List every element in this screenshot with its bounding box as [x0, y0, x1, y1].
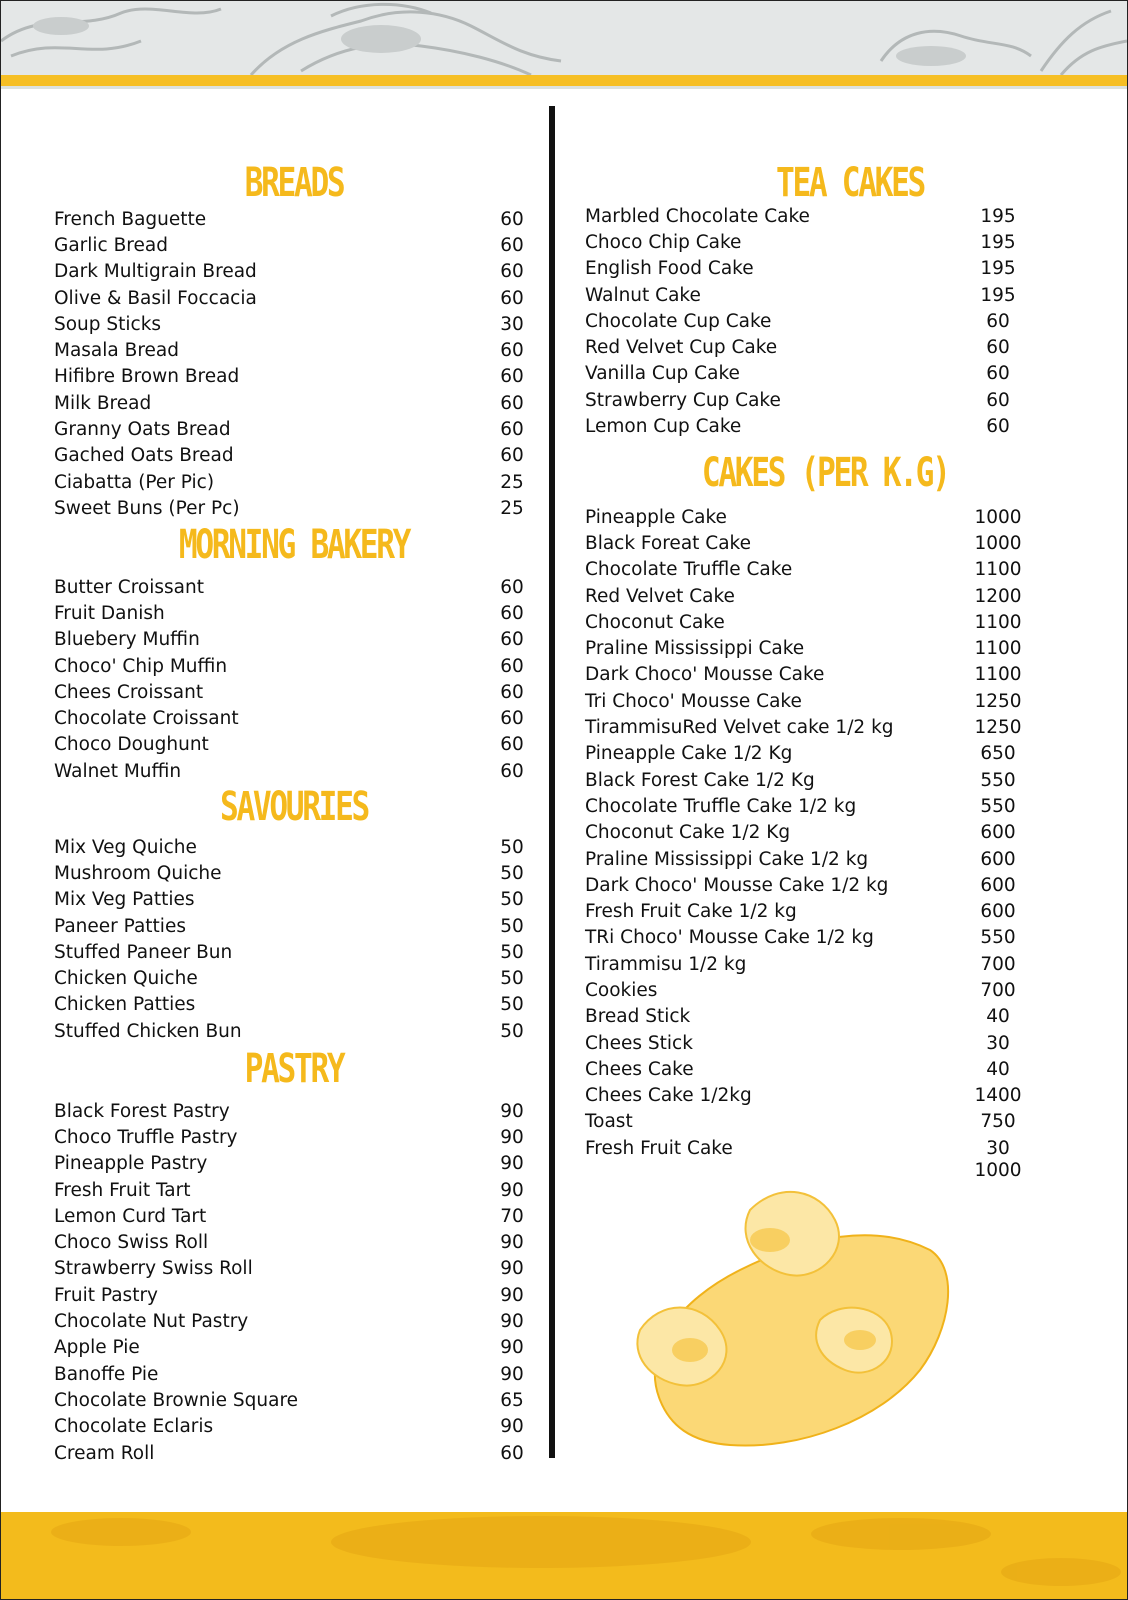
item-price: 700 — [980, 979, 1016, 1001]
tea-cakes-title: TEA CAKES — [775, 160, 925, 206]
item-name: Hifibre Brown Bread — [54, 366, 240, 388]
item-price: 50 — [500, 1020, 524, 1042]
item-name: Fruit Danish — [54, 602, 165, 624]
item-price: 195 — [980, 284, 1016, 306]
item-name: Marbled Chocolate Cake — [585, 205, 810, 227]
item-name: Toast — [585, 1111, 633, 1133]
column-divider — [549, 106, 555, 1458]
item-name: Cookies — [585, 979, 658, 1001]
menu-item — [54, 259, 542, 285]
footer-pattern — [1, 1512, 1127, 1599]
item-name: Chees Croissant — [54, 681, 204, 703]
menu-item — [54, 1203, 542, 1229]
menu-item — [585, 334, 1028, 360]
item-price: 60 — [500, 681, 524, 703]
item-price: 90 — [500, 1179, 524, 1201]
menu-item — [54, 1124, 542, 1150]
item-name: TRi Choco' Mousse Cake 1/2 kg — [585, 927, 874, 949]
item-name: Vanilla Cup Cake — [585, 363, 740, 385]
item-price: 90 — [500, 1363, 524, 1385]
menu-item — [585, 1004, 1028, 1030]
menu-item — [54, 416, 542, 442]
item-price: 90 — [500, 1284, 524, 1306]
morning-bakery-title: MORNING BAKERY — [178, 522, 410, 568]
menu-item — [54, 653, 542, 679]
item-price: 50 — [500, 836, 524, 858]
item-name: Banoffe Pie — [54, 1363, 159, 1385]
item-name: Pineapple Cake — [585, 506, 727, 528]
savouries-title: SAVOURIES — [219, 784, 369, 830]
menu-item — [54, 1229, 542, 1255]
item-price: 195 — [980, 231, 1016, 253]
item-name: Chees Cake 1/2kg — [585, 1085, 752, 1107]
menu-item — [54, 705, 542, 731]
item-name: Mix Veg Patties — [54, 889, 195, 911]
menu-item — [585, 387, 1028, 413]
item-price: 90 — [500, 1100, 524, 1122]
item-price: 600 — [980, 822, 1016, 844]
item-price: 195 — [980, 258, 1016, 280]
menu-item — [54, 913, 542, 939]
item-price: 60 — [500, 392, 524, 414]
menu-item — [54, 1387, 542, 1413]
item-name: Apple Pie — [54, 1337, 140, 1359]
item-name: Fresh Fruit Tart — [54, 1179, 191, 1201]
bakery-sketch-illustration — [1, 1, 1127, 75]
item-price: 50 — [500, 889, 524, 911]
item-price: 60 — [986, 310, 1010, 332]
item-price: 1400 — [974, 1085, 1022, 1107]
menu-item — [585, 820, 1028, 846]
item-name: Black Forest Pastry — [54, 1100, 230, 1122]
menu-item — [585, 635, 1028, 661]
menu-item — [54, 679, 542, 705]
item-price: 30 — [500, 313, 524, 335]
item-name: Choco Doughunt — [54, 734, 209, 756]
menu-item — [585, 361, 1028, 387]
item-name: Chocolate Eclaris — [54, 1416, 214, 1438]
menu-item — [585, 282, 1028, 308]
item-price: 60 — [500, 366, 524, 388]
menu-item — [54, 860, 542, 886]
item-price: 50 — [500, 994, 524, 1016]
item-price: 600 — [980, 848, 1016, 870]
item-price: 25 — [500, 497, 524, 519]
footer-illustration-band — [1, 1512, 1127, 1599]
item-price: 50 — [500, 862, 524, 884]
item-price: 60 — [500, 760, 524, 782]
item-name: Butter Croissant — [54, 576, 204, 598]
breads-list — [54, 206, 542, 522]
menu-item — [585, 951, 1028, 977]
item-name: Masala Bread — [54, 340, 179, 362]
item-price: 1100 — [974, 559, 1022, 581]
menu-item — [54, 443, 542, 469]
item-name: English Food Cake — [585, 258, 754, 280]
menu-item — [585, 741, 1028, 767]
menu-item — [585, 688, 1028, 714]
item-name: Ciabatta (Per Pic) — [54, 471, 215, 493]
item-price: 1000 — [974, 506, 1022, 528]
item-price: 60 — [500, 287, 524, 309]
menu-item — [54, 965, 542, 991]
item-name: Chocolate Croissant — [54, 708, 239, 730]
menu-item — [585, 1083, 1028, 1109]
cakes-title: CAKES (PER K.G) — [701, 450, 949, 496]
item-price: 65 — [500, 1389, 524, 1411]
item-name: Choconut Cake — [585, 611, 725, 633]
item-name: Fresh Fruit Cake — [585, 1137, 733, 1159]
item-name: Chocolate Nut Pastry — [54, 1311, 249, 1333]
item-name: TirammisuRed Velvet cake 1/2 kg — [585, 717, 894, 739]
item-name: Mix Veg Quiche — [54, 836, 197, 858]
item-price: 30 — [986, 1032, 1010, 1054]
header-illustration-band — [1, 1, 1127, 75]
item-name: Garlic Bread — [54, 234, 168, 256]
item-name: Bread Stick — [585, 1006, 691, 1028]
menu-item — [54, 1256, 542, 1282]
item-name: Chocolate Truffle Cake — [585, 559, 793, 581]
menu-item — [54, 887, 542, 913]
menu-item — [585, 203, 1028, 229]
item-price: 60 — [500, 655, 524, 677]
item-name: Paneer Patties — [54, 915, 186, 937]
item-name: Chees Cake — [585, 1058, 694, 1080]
item-name: Chicken Quiche — [54, 968, 198, 990]
item-name: Choco Truffle Pastry — [54, 1126, 238, 1148]
item-name: Strawberry Swiss Roll — [54, 1258, 253, 1280]
item-name: Tri Choco' Mousse Cake — [585, 690, 802, 712]
tea-cakes-list — [585, 203, 1028, 440]
morning-bakery-list — [54, 574, 542, 784]
menu-item — [585, 1030, 1028, 1056]
item-name: Red Velvet Cup Cake — [585, 337, 778, 359]
menu-item — [54, 1308, 542, 1334]
item-price: 550 — [980, 927, 1016, 949]
item-name: Red Velvet Cake — [585, 585, 735, 607]
item-price: 195 — [980, 205, 1016, 227]
pastry-title: PASTRY — [244, 1046, 344, 1092]
item-name: Tirammisu 1/2 kg — [585, 953, 747, 975]
item-price: 60 — [500, 234, 524, 256]
item-price: 90 — [500, 1232, 524, 1254]
item-price: 600 — [980, 901, 1016, 923]
item-name: Walnet Muffin — [54, 760, 182, 782]
pastry-list — [54, 1098, 542, 1466]
menu-item — [54, 574, 542, 600]
item-price: 50 — [500, 941, 524, 963]
item-price: 90 — [500, 1126, 524, 1148]
menu-item — [54, 390, 542, 416]
menu-item — [54, 992, 542, 1018]
menu-item — [585, 793, 1028, 819]
menu-item — [54, 337, 542, 363]
item-name: Fresh Fruit Cake 1/2 kg — [585, 901, 797, 923]
menu-item — [54, 1361, 542, 1387]
breads-title: BREADS — [244, 160, 344, 206]
item-name: Chicken Patties — [54, 994, 196, 1016]
savouries-list — [54, 834, 542, 1044]
menu-item — [54, 285, 542, 311]
item-name: Dark Choco' Mousse Cake — [585, 664, 825, 686]
menu-item — [54, 1177, 542, 1203]
item-price: 30 — [986, 1137, 1010, 1159]
item-name: Fruit Pastry — [54, 1284, 159, 1306]
menu-item — [54, 1414, 542, 1440]
menu-item — [54, 1282, 542, 1308]
item-name: Mushroom Quiche — [54, 862, 222, 884]
item-price: 25 — [500, 471, 524, 493]
menu-item — [585, 413, 1028, 439]
item-name: Lemon Cup Cake — [585, 416, 742, 438]
menu-item — [585, 308, 1028, 334]
item-name: Choco Swiss Roll — [54, 1232, 209, 1254]
item-name: Choco' Chip Muffin — [54, 655, 228, 677]
item-name: Walnut Cake — [585, 284, 701, 306]
item-price: 1200 — [974, 585, 1022, 607]
item-price: 550 — [980, 795, 1016, 817]
item-name: Gached Oats Bread — [54, 445, 234, 467]
item-name: Bluebery Muffin — [54, 629, 200, 651]
item-price: 70 — [500, 1205, 524, 1227]
menu-item — [585, 662, 1028, 688]
item-name: Soup Sticks — [54, 313, 162, 335]
item-name: Cream Roll — [54, 1442, 155, 1464]
item-price: 40 — [986, 1006, 1010, 1028]
item-name: Pineapple Pastry — [54, 1153, 208, 1175]
item-name: French Baguette — [54, 208, 207, 230]
item-name: Granny Oats Bread — [54, 419, 231, 441]
item-price: 60 — [986, 337, 1010, 359]
item-price: 90 — [500, 1311, 524, 1333]
menu-item — [585, 977, 1028, 1003]
menu-item — [585, 846, 1028, 872]
item-name: Dark Choco' Mousse Cake 1/2 kg — [585, 874, 889, 896]
item-price: 60 — [500, 602, 524, 624]
item-name: Sweet Buns (Per Pc) — [54, 497, 240, 519]
menu-item — [54, 1440, 542, 1466]
item-name: Lemon Curd Tart — [54, 1205, 207, 1227]
menu-item — [585, 1109, 1028, 1135]
item-name: Chees Stick — [585, 1032, 693, 1054]
item-name: Choco Chip Cake — [585, 231, 742, 253]
menu-item — [54, 1335, 542, 1361]
item-price: 60 — [500, 1442, 524, 1464]
menu-item — [54, 600, 542, 626]
menu-item — [585, 714, 1028, 740]
item-price: 1100 — [974, 611, 1022, 633]
menu-item — [585, 583, 1028, 609]
item-price: 60 — [500, 576, 524, 598]
item-price: 90 — [500, 1337, 524, 1359]
item-price: 60 — [986, 363, 1010, 385]
item-name: Strawberry Cup Cake — [585, 389, 781, 411]
menu-item — [54, 732, 542, 758]
item-price: 60 — [500, 340, 524, 362]
menu-item — [54, 232, 542, 258]
menu-item — [54, 364, 542, 390]
item-name: Black Forest Cake 1/2 Kg — [585, 769, 815, 791]
menu-item — [54, 206, 542, 232]
item-price: 60 — [500, 708, 524, 730]
item-price: 650 — [980, 743, 1016, 765]
menu-item — [585, 767, 1028, 793]
item-price: 60 — [500, 208, 524, 230]
extra-price: 1000 — [974, 1160, 1022, 1181]
menu-item — [54, 834, 542, 860]
item-price: 60 — [986, 389, 1010, 411]
item-price: 700 — [980, 953, 1016, 975]
menu-item — [54, 1018, 542, 1044]
item-price: 90 — [500, 1258, 524, 1280]
menu-item — [585, 557, 1028, 583]
item-price: 60 — [986, 416, 1010, 438]
menu-item — [54, 627, 542, 653]
menu-item — [54, 758, 542, 784]
croissant-illustration — [620, 1180, 970, 1460]
item-price: 550 — [980, 769, 1016, 791]
item-name: Praline Mississippi Cake — [585, 638, 805, 660]
menu-item — [54, 1098, 542, 1124]
header-accent-line — [1, 86, 1127, 89]
item-name: Chocolate Brownie Square — [54, 1389, 299, 1411]
item-price: 1100 — [974, 638, 1022, 660]
item-name: Dark Multigrain Bread — [54, 261, 257, 283]
menu-item — [585, 1056, 1028, 1082]
menu-item — [585, 925, 1028, 951]
menu-item — [585, 1135, 1028, 1161]
item-name: Chocolate Truffle Cake 1/2 kg — [585, 795, 857, 817]
item-price: 90 — [500, 1416, 524, 1438]
menu-item — [585, 256, 1028, 282]
menu-item — [585, 898, 1028, 924]
item-name: Olive & Basil Foccacia — [54, 287, 257, 309]
item-name: Stuffed Paneer Bun — [54, 941, 233, 963]
menu-item — [585, 530, 1028, 556]
item-price: 90 — [500, 1153, 524, 1175]
item-name: Black Foreat Cake — [585, 532, 751, 554]
menu-item — [585, 229, 1028, 255]
item-price: 60 — [500, 445, 524, 467]
item-name: Milk Bread — [54, 392, 152, 414]
menu-item — [54, 469, 542, 495]
cakes-list — [585, 504, 1028, 1161]
item-price: 60 — [500, 419, 524, 441]
item-name: Choconut Cake 1/2 Kg — [585, 822, 791, 844]
item-price: 1100 — [974, 664, 1022, 686]
item-price: 1250 — [974, 690, 1022, 712]
item-price: 60 — [500, 261, 524, 283]
item-price: 50 — [500, 915, 524, 937]
menu-item — [585, 504, 1028, 530]
menu-item — [54, 495, 542, 521]
item-price: 60 — [500, 734, 524, 756]
item-name: Chocolate Cup Cake — [585, 310, 772, 332]
menu-item — [585, 609, 1028, 635]
item-price: 750 — [980, 1111, 1016, 1133]
item-price: 1000 — [974, 532, 1022, 554]
item-price: 1250 — [974, 717, 1022, 739]
header-accent-stripe — [1, 75, 1127, 86]
item-name: Pineapple Cake 1/2 Kg — [585, 743, 793, 765]
menu-item — [585, 872, 1028, 898]
item-price: 50 — [500, 968, 524, 990]
item-price: 40 — [986, 1058, 1010, 1080]
item-price: 600 — [980, 874, 1016, 896]
item-name: Stuffed Chicken Bun — [54, 1020, 242, 1042]
menu-item — [54, 939, 542, 965]
item-name: Praline Mississippi Cake 1/2 kg — [585, 848, 869, 870]
menu-item — [54, 1151, 542, 1177]
item-price: 60 — [500, 629, 524, 651]
menu-item — [54, 311, 542, 337]
